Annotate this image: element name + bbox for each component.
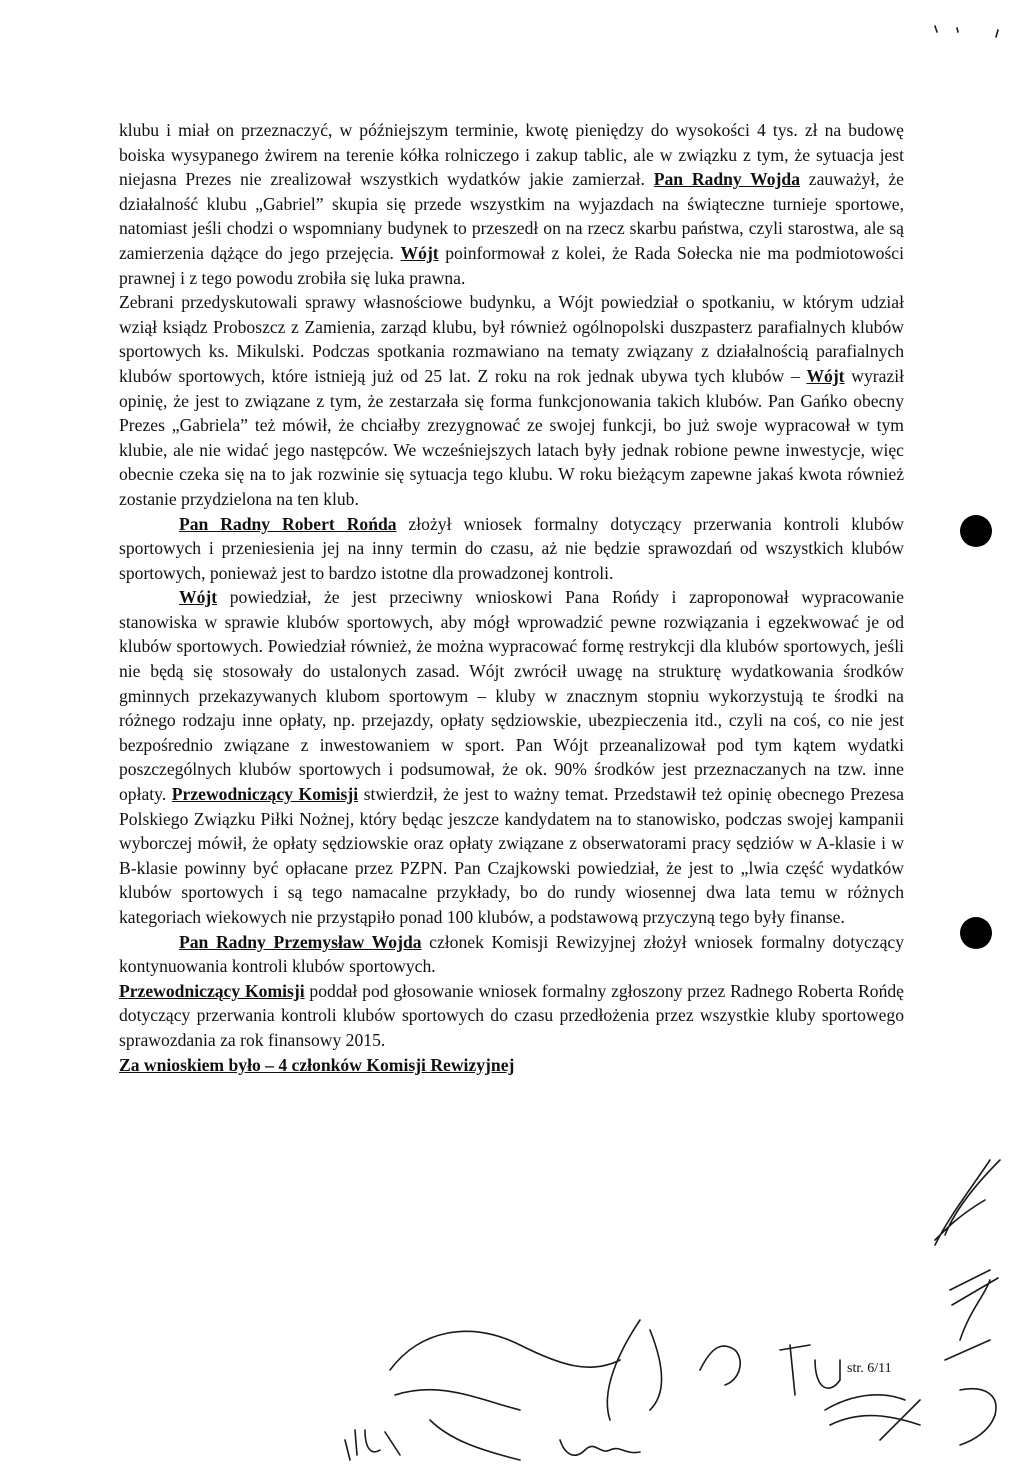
signature-6 (560, 1440, 640, 1455)
vote-result-text: Za wnioskiem było – 4 członków Komisji Rewizyjnej (119, 1054, 515, 1075)
text-segment: Zebrani przedyskutowali sprawy własnościowe budynku, a Wójt powiedział o spotkaniu, w którym udział wziął ksiądz Proboszcz z Zamienia, zarząd klubu, był również ogólnopolski duszpasterz parafialnych klubów sportowych ks. Mikulski. Podczas spotkania rozmawiano na tematy związany z działalnością parafialnych klubów sportowych, które istnieją już od 25 lat. Z roku na rok jednak ubywa tych klubów – (119, 292, 904, 386)
signature-4 (825, 1395, 920, 1440)
signature-7 (960, 1389, 996, 1445)
signature-2 (607, 1320, 740, 1420)
text-segment: poddał pod głosowanie wniosek formalny zgłoszony przez Radnego Roberta Rońdę dotyczący przerwania kontroli klubów sportowych do czasu przedłożenia przez wszystkie kluby sportowego sprawozdania za rok finansowy 2015. (119, 980, 904, 1050)
text-segment: powiedział, że jest przeciwny wnioskowi Pana Rońdy i zaproponował wypracowanie stanowiska w sprawie klubów sportowych, aby mógł wprowadzić pewne rozwiązania i egzekwować je od klubów sportowych. Powiedział również, że można wypracować formę restrykcji dla klubów sportowych, jeśli nie będą się stosowały do ustalonych zasad. Wójt zwrócił uwagę na strukturę wydatkowania środków gminnych przekazywanych klubom sportowym – kluby w znacznym stopniu wykorzystują te środki na różnego rodzaju inne opłaty, np. przejazdy, opłaty sędziowskie, ubezpieczenia itd., czyli na coś, co nie jest bezpośrednio związane z inwestowaniem w sport. Pan Wójt przeanalizował pod tym kątem wydatki poszczególnych klubów sportowych i podsumował, że ok. 90% środków jest przeznaczanych na tzw. inne opłaty. (119, 587, 904, 805)
page-number: str. 6/11 (847, 1361, 892, 1376)
text-segment: złożył wniosek formalny dotyczący przerwania kontroli klubów sportowych i przeniesienia jej na inny termin do czasu, aż nie będzie sprawozdań od wszystkich klubów sportowych, ponieważ jest to bardzo istotne dla prowadzonej kontroli. (119, 513, 904, 583)
speaker-name: Pan Radny Wojda (653, 169, 800, 190)
text-segment: zauważył, że działalność klubu „Gabriel” skupia się przede wszystkim na wyjazdach na świąteczne turnieje sportowe, natomiast jeśli chodzi o wspomniany budynek to przeszedł on na rzecz skarbu państwa, czyli starostwa, ale są zamierzenia dążące do jego przejęcia. (119, 169, 904, 263)
text-segment: członek Komisji Rewizyjnej złożył wniosek formalny dotyczący kontynuowania kontroli klubów sportowych. (119, 931, 904, 977)
speaker-name: Wójt (179, 587, 218, 608)
speaker-name: Pan Radny Przemysław Wojda (179, 931, 422, 952)
text-segment: wyraził opinię, że jest to związane z tym, że zestarzała się forma funkcjonowania takich klubów. Pan Gańko obecny Prezes „Gabriela” też mówił, że chciałby zrezygnować ze swojej funkcji, bo już swoje wypracował w tym klubie, ale nie widać jego następców. We wcześniejszych latach były jednak robione pewne inwestycje, więc obecnie czeka się na to jak rozwinie się sytuacja tego klubu. W roku bieżącym zapewne jakaś kwota również zostanie przydzielona na ten klub. (119, 365, 904, 509)
speaker-name: Wójt (806, 365, 845, 386)
text-segment: klubu i miał on przeznaczyć, w późniejszym terminie, kwotę pieniędzy do wysokości 4 tys. zł na budowę boiska wysypanego żwirem na terenie kółka rolniczego i zakup tablic, ale w związku z tym, że sytuacja jest niejasna Prezes nie zrealizował wszystkich wydatków jakie zamierzał. (119, 120, 904, 190)
speaker-name: Wójt (400, 242, 439, 263)
speaker-name: Przewodniczący Komisji (119, 980, 305, 1001)
margin-initial-2 (945, 1270, 998, 1360)
signature-3 (780, 1345, 840, 1395)
scan-specks (935, 26, 998, 37)
margin-initial-1 (935, 1160, 1000, 1245)
signature-5 (345, 1430, 400, 1460)
speaker-name: Przewodniczący Komisji (171, 784, 359, 805)
speaker-name: Pan Radny Robert Rońda (179, 513, 397, 534)
text-segment: stwierdził, że jest to ważny temat. Przedstawił też opinię obecnego Prezesa Polskiego Związku Piłki Nożnej, który będąc jeszcze kandydatem na to stanowisko, podczas swojej kampanii wyborczej mówił, że opłaty sędziowskie oraz opłaty związane z obserwatorami pracy sędziów w A-klasie i w B-klasie powinny być opłacane przez PZPN. Pan Czajkowski powiedział, że jest to „lwia część wydatków klubów sportowych i są tego namacalne przykłady, bo do rundy wiosennej dwa lata temu w różnych kategoriach wiekowych nie przystąpiło ponad 100 klubów, a podstawową przyczyną tego były finanse. (119, 784, 904, 927)
text-segment: poinformował z kolei, że Rada Sołecka nie ma podmiotowości prawnej i z tego powodu zrobiła się luka prawna. (119, 242, 904, 288)
signature-1 (390, 1331, 620, 1460)
